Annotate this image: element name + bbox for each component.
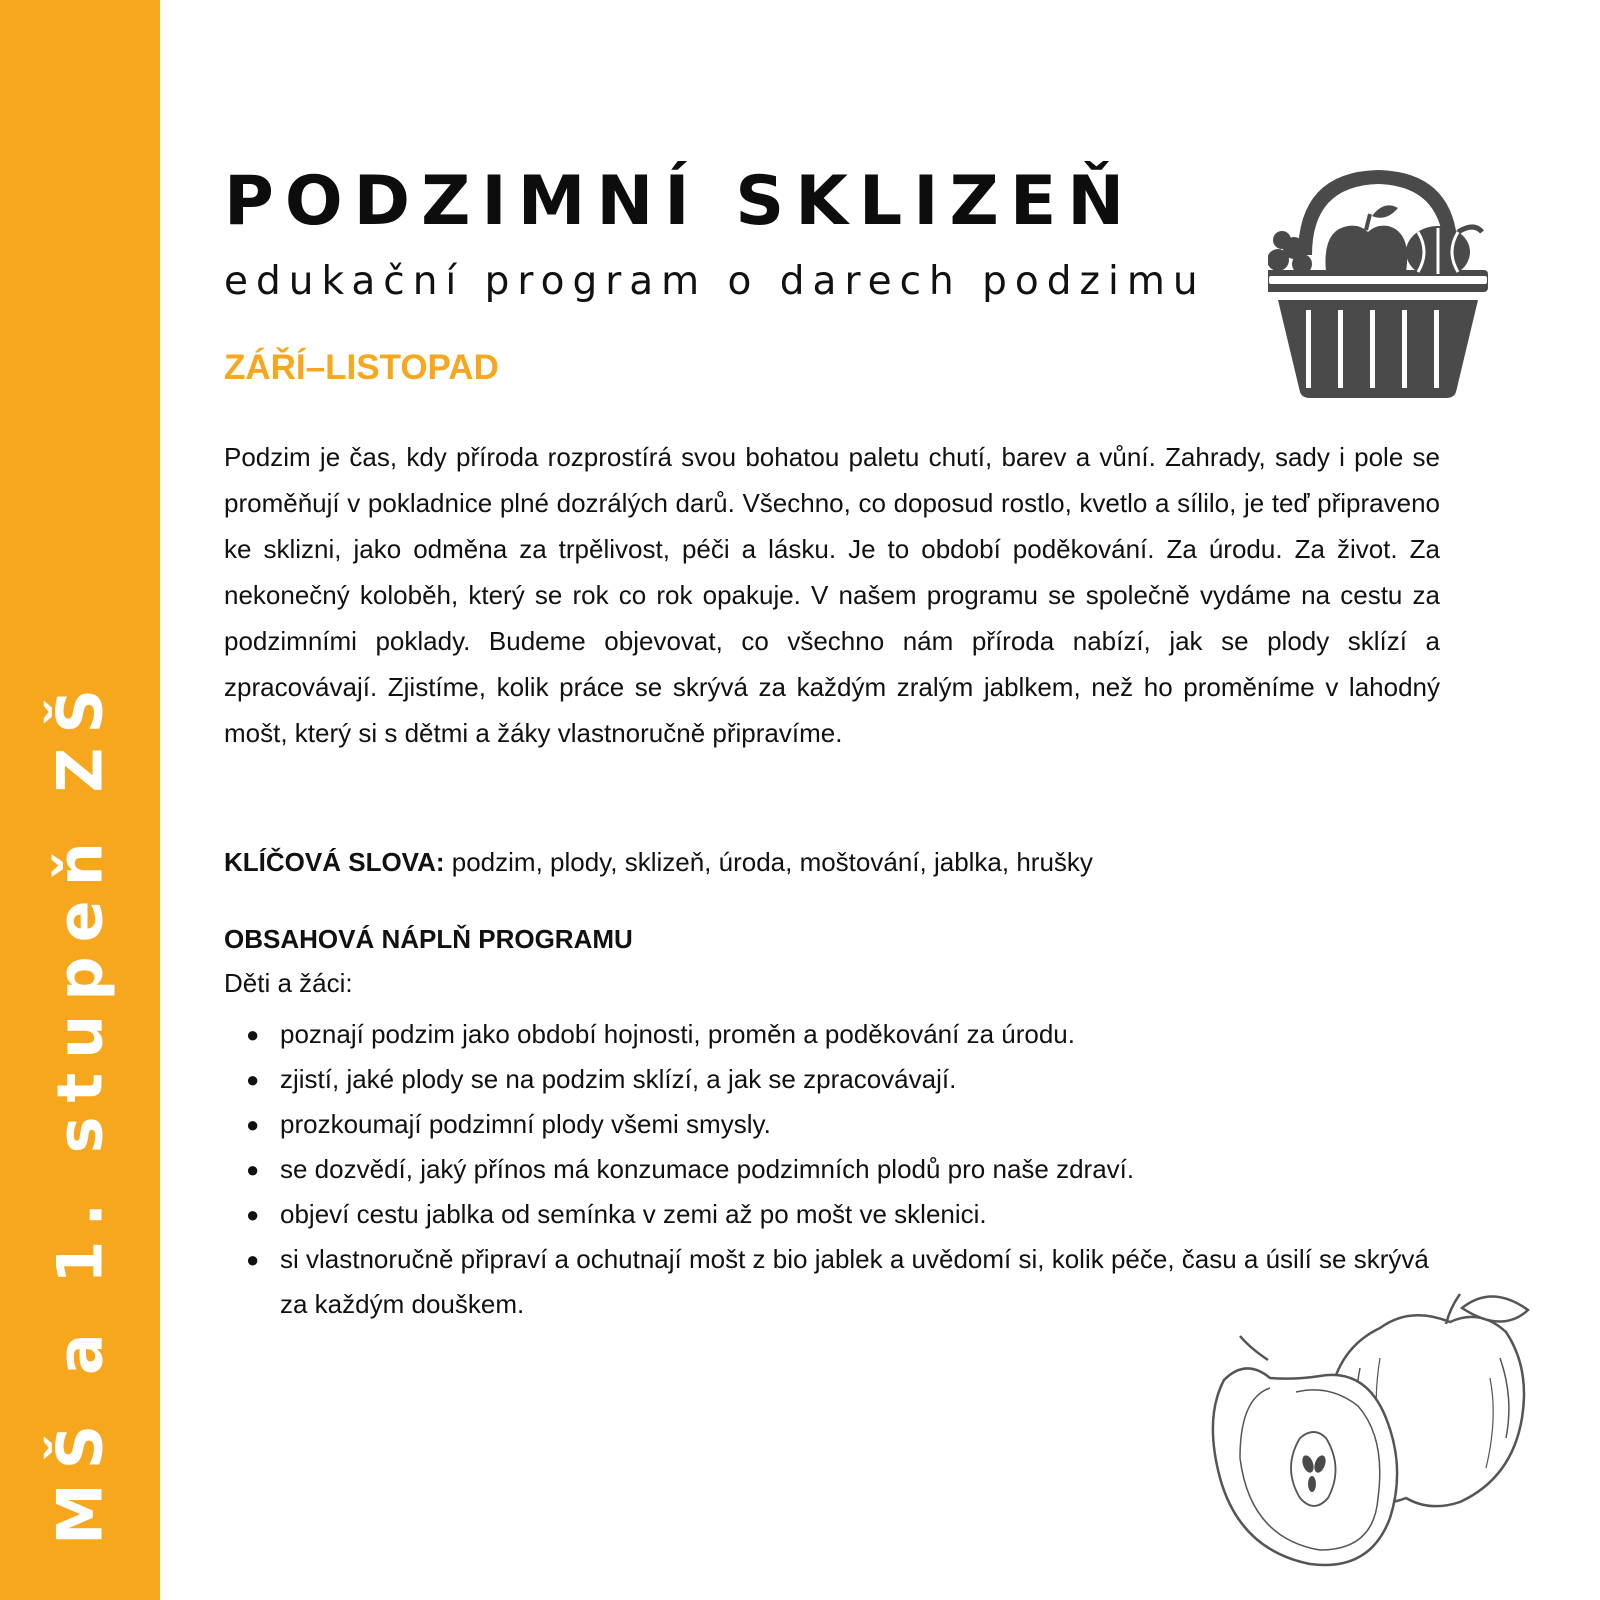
program-period: ZÁŘÍ–LISTOPAD	[224, 348, 499, 387]
bullet-icon: ●	[246, 1112, 260, 1137]
bullet-icon: ●	[246, 1067, 260, 1092]
sidebar-band	[0, 0, 160, 1600]
content-lead: Děti a žáci:	[224, 968, 353, 998]
intro-paragraph: Podzim je čas, kdy příroda rozprostírá svou bohatou paletu chutí, barev a vůní. Zahrady, sady i pole se proměňují v pokladnice plné dozrálých darů. Všechno, co doposud rostlo, kvetlo a sílilo, je teď připraveno ke sklizni, jako odměna za trpělivost, péči a lásku. Je to období poděkování. Za úrodu. Za život. Za nekonečný koloběh, který se rok co rok opakuje. V našem programu se společně vydáme na cestu za podzimními poklady. Budeme objevovat, co všechno nám příroda nabízí, jak se plody sklízí a zpracovávají. Zjistíme, kolik práce se skrývá za každým zralým jablkem, než ho proměníme v lahodný mošt, který si s dětmi a žáky vlastnoručně připravíme.	[224, 442, 1440, 748]
keywords-label: KLÍČOVÁ SLOVA:	[224, 847, 445, 877]
fruit-basket-icon	[1268, 160, 1488, 400]
bullet-icon: ●	[246, 1157, 260, 1182]
list-item: ● zjistí, jaké plody se na podzim sklízí, a jak se zpracovávají.	[224, 1057, 1440, 1102]
list-item: ● prozkoumají podzimní plody všemi smysly.	[224, 1102, 1440, 1147]
page-subtitle: edukační program o darech podzimu	[224, 259, 1206, 304]
list-item: ● objeví cestu jablka od semínka v zemi až po mošt ve sklenici.	[224, 1192, 1440, 1237]
list-item: ● si vlastnoručně připraví a ochutnají mošt z bio jablek a uvědomí si, kolik péče, času a úsilí se skrývá za každým douškem.	[224, 1237, 1440, 1327]
bullet-icon: ●	[246, 1247, 260, 1272]
keywords-value: podzim, plody, sklizeň, úroda, moštování, jablka, hrušky	[451, 847, 1093, 877]
apples-illustration	[1210, 1288, 1540, 1588]
bullet-icon: ●	[246, 1202, 260, 1227]
content-heading: OBSAHOVÁ NÁPLŇ PROGRAMU	[224, 924, 633, 954]
bullet-icon: ●	[246, 1022, 260, 1047]
list-item: ● se dozvědí, jaký přínos má konzumace podzimních plodů pro naše zdraví.	[224, 1147, 1440, 1192]
list-item: ● poznají podzim jako období hojnosti, proměn a poděkování za úrodu.	[224, 1012, 1440, 1057]
keywords-line	[224, 842, 1440, 882]
goals-list	[224, 1012, 1440, 1327]
target-audience-label: MŠ a 1. stupeň ZŠ	[43, 674, 117, 1546]
page-title: PODZIMNÍ SKLIZEŇ	[224, 162, 1136, 241]
